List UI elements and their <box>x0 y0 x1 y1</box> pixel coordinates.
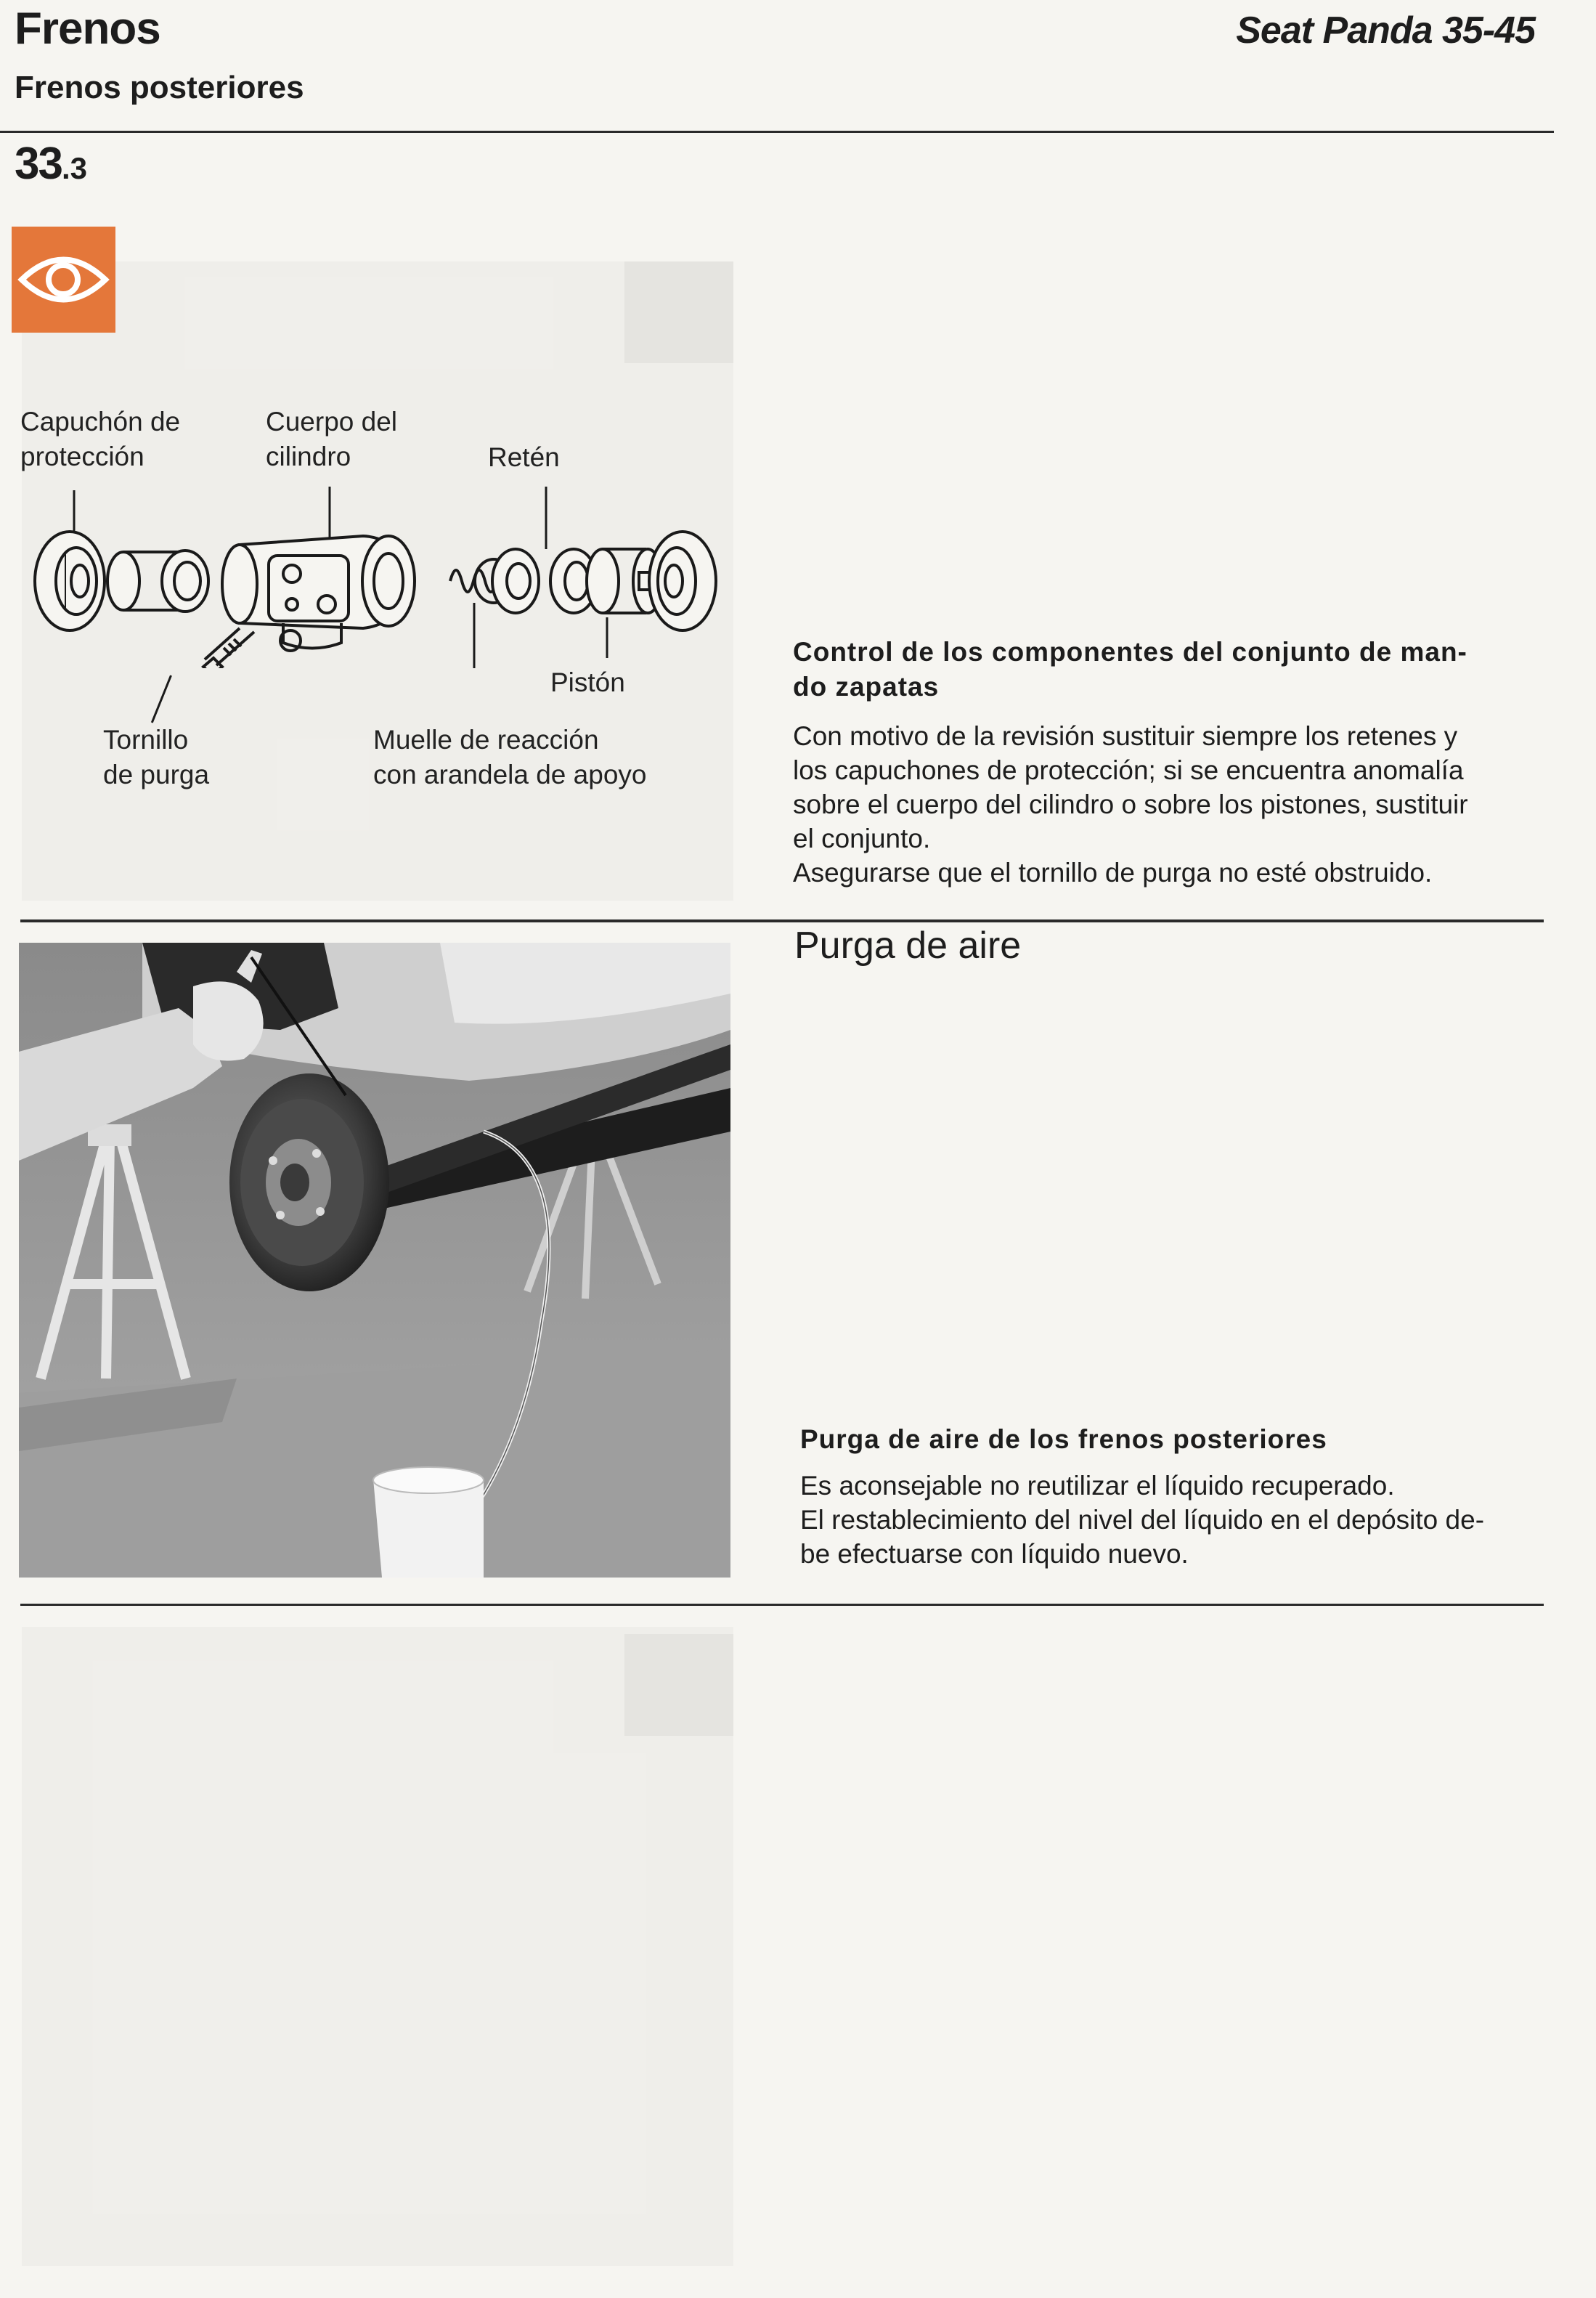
section-rule-1 <box>20 919 1544 922</box>
section-rule-2 <box>20 1604 1544 1606</box>
label-cylinder-body: Cuerpo del cilindro <box>266 407 398 471</box>
eye-icon <box>12 227 115 333</box>
header-rule <box>0 131 1554 133</box>
control-body: Con motivo de la revisión sustituir siempre los retenes y los capuchones de protección; si se encuentra anomalía sobre el cuerpo del cilindro o sobre los pistones, sustituir el conjunto. Asegurarse que el tornillo de purga no esté obstruido. <box>793 721 1468 888</box>
chapter-title: Frenos <box>15 4 160 54</box>
label-spring: Muelle de reacción con arandela de apoyo <box>373 725 647 789</box>
brake-bleed-photo <box>19 943 730 1578</box>
control-heading: Control de los componentes del conjunto de man- do zapatas <box>793 637 1467 702</box>
vehicle-model: Seat Panda 35-45 <box>1236 9 1535 52</box>
purga-body: Es aconsejable no reutilizar el líquido recuperado. El restablecimiento del nivel del líquido en el depósito de- be efectuarse con líquido nuevo. <box>800 1471 1485 1569</box>
purga-heading: Purga de aire de los frenos posteriores <box>800 1424 1327 1454</box>
label-piston: Pistón <box>550 667 625 697</box>
wheel-cylinder-diagram <box>22 479 733 668</box>
label-seal: Retén <box>488 442 560 472</box>
section-number: 33.3 <box>15 139 87 189</box>
purga-title: Purga de aire <box>794 925 1022 967</box>
label-bleed-screw: Tornillo de purga <box>103 725 210 789</box>
chapter-subtitle: Frenos posteriores <box>15 70 304 105</box>
label-dust-cap: Capuchón de protección <box>20 407 181 471</box>
